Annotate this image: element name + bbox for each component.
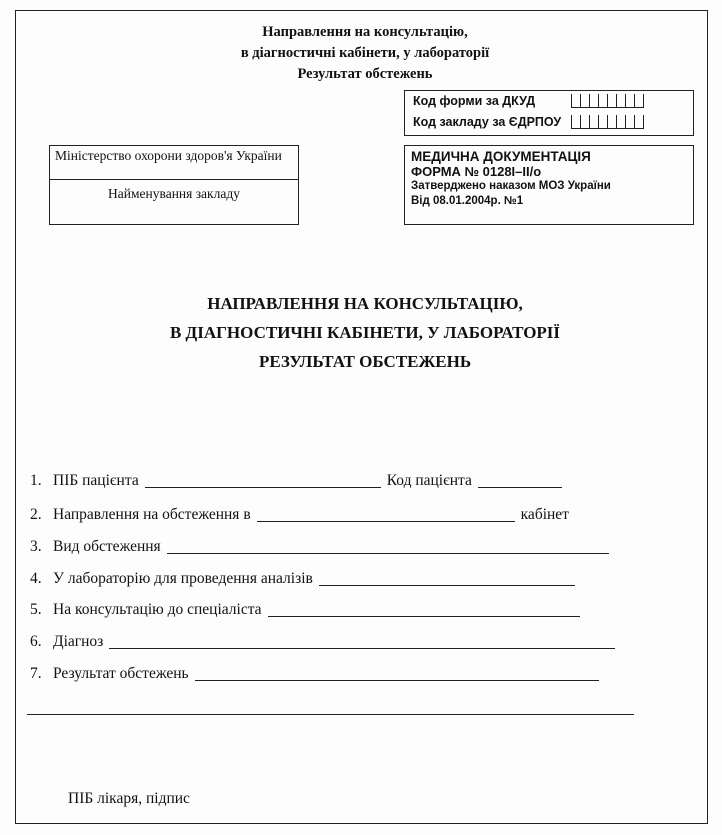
specialist-input[interactable] [268, 602, 580, 617]
field-number: 7. [30, 665, 42, 682]
field-label: Діагноз [53, 633, 104, 650]
main-title [70, 289, 660, 376]
ministry-box [49, 145, 299, 225]
field-exam-result [30, 665, 605, 683]
dkud-code-row [413, 94, 644, 108]
ministry-divider [50, 179, 298, 180]
header-title [140, 22, 590, 85]
edrpou-code-row [413, 115, 644, 129]
field-label: ПІБ пацієнта [53, 472, 139, 489]
form-number: ФОРМА № 0128І–ІІ/о [411, 164, 542, 179]
header-title-line-1: Направлення на консультацію, [262, 24, 468, 40]
field-number: 6. [30, 633, 42, 650]
approval-date: Від 08.01.2004р. №1 [411, 195, 524, 207]
edrpou-code-label: Код закладу за ЄДРПОУ [413, 115, 562, 129]
field-exam-type [30, 538, 615, 556]
header-title-line-2: в діагностичні кабінети, у лабораторії [240, 45, 490, 61]
field-label-secondary: Код пацієнта [386, 472, 472, 489]
field-number: 2. [30, 506, 42, 523]
edrpou-code-cells[interactable] [571, 115, 644, 129]
field-label: Направлення на обстеження в [53, 506, 251, 523]
header-title-line-3: Результат обстежень [297, 66, 433, 82]
field-label: Результат обстежень [53, 665, 189, 682]
patient-code-input[interactable] [478, 473, 562, 488]
dkud-code-label: Код форми за ДКУД [413, 94, 536, 108]
field-number: 3. [30, 538, 42, 555]
referral-room-input[interactable] [257, 507, 515, 522]
codes-box [404, 90, 694, 136]
field-number: 5. [30, 601, 42, 618]
main-title-line-1: НАПРАВЛЕННЯ НА КОНСУЛЬТАЦІЮ, [207, 294, 523, 313]
medical-form-box [404, 145, 694, 225]
field-label: На консультацію до спеціаліста [53, 601, 262, 618]
main-title-line-3: РЕЗУЛЬТАТ ОБСТЕЖЕНЬ [258, 352, 472, 371]
field-patient-name [30, 472, 568, 490]
facility-name-label: Найменування закладу [108, 186, 240, 201]
exam-type-input[interactable] [167, 539, 609, 554]
field-number: 4. [30, 570, 42, 587]
patient-name-input[interactable] [145, 473, 381, 488]
field-number: 1. [30, 472, 42, 489]
field-label: У лабораторію для проведення аналізів [53, 570, 313, 587]
main-title-line-2: В ДІАГНОСТИЧНІ КАБІНЕТИ, У ЛАБОРАТОРІЇ [169, 323, 561, 342]
field-laboratory [30, 570, 581, 588]
med-doc-heading: МЕДИЧНА ДОКУМЕНТАЦІЯ [411, 149, 591, 164]
laboratory-input[interactable] [319, 571, 575, 586]
field-diagnosis [30, 633, 621, 651]
field-specialist [30, 601, 586, 619]
dkud-code-cells[interactable] [571, 94, 644, 108]
exam-result-input[interactable] [195, 666, 599, 681]
exam-result-continuation-line[interactable] [27, 714, 634, 715]
approval-text: Затверджено наказом МОЗ України [411, 180, 611, 192]
diagnosis-input[interactable] [109, 634, 615, 649]
field-referral-room [30, 506, 569, 524]
ministry-name: Міністерство охорони здоров'я України [55, 148, 282, 163]
field-label: Вид обстеження [53, 538, 161, 555]
doctor-signature-label: ПІБ лікаря, підпис [68, 790, 190, 807]
field-suffix: кабінет [520, 506, 569, 523]
